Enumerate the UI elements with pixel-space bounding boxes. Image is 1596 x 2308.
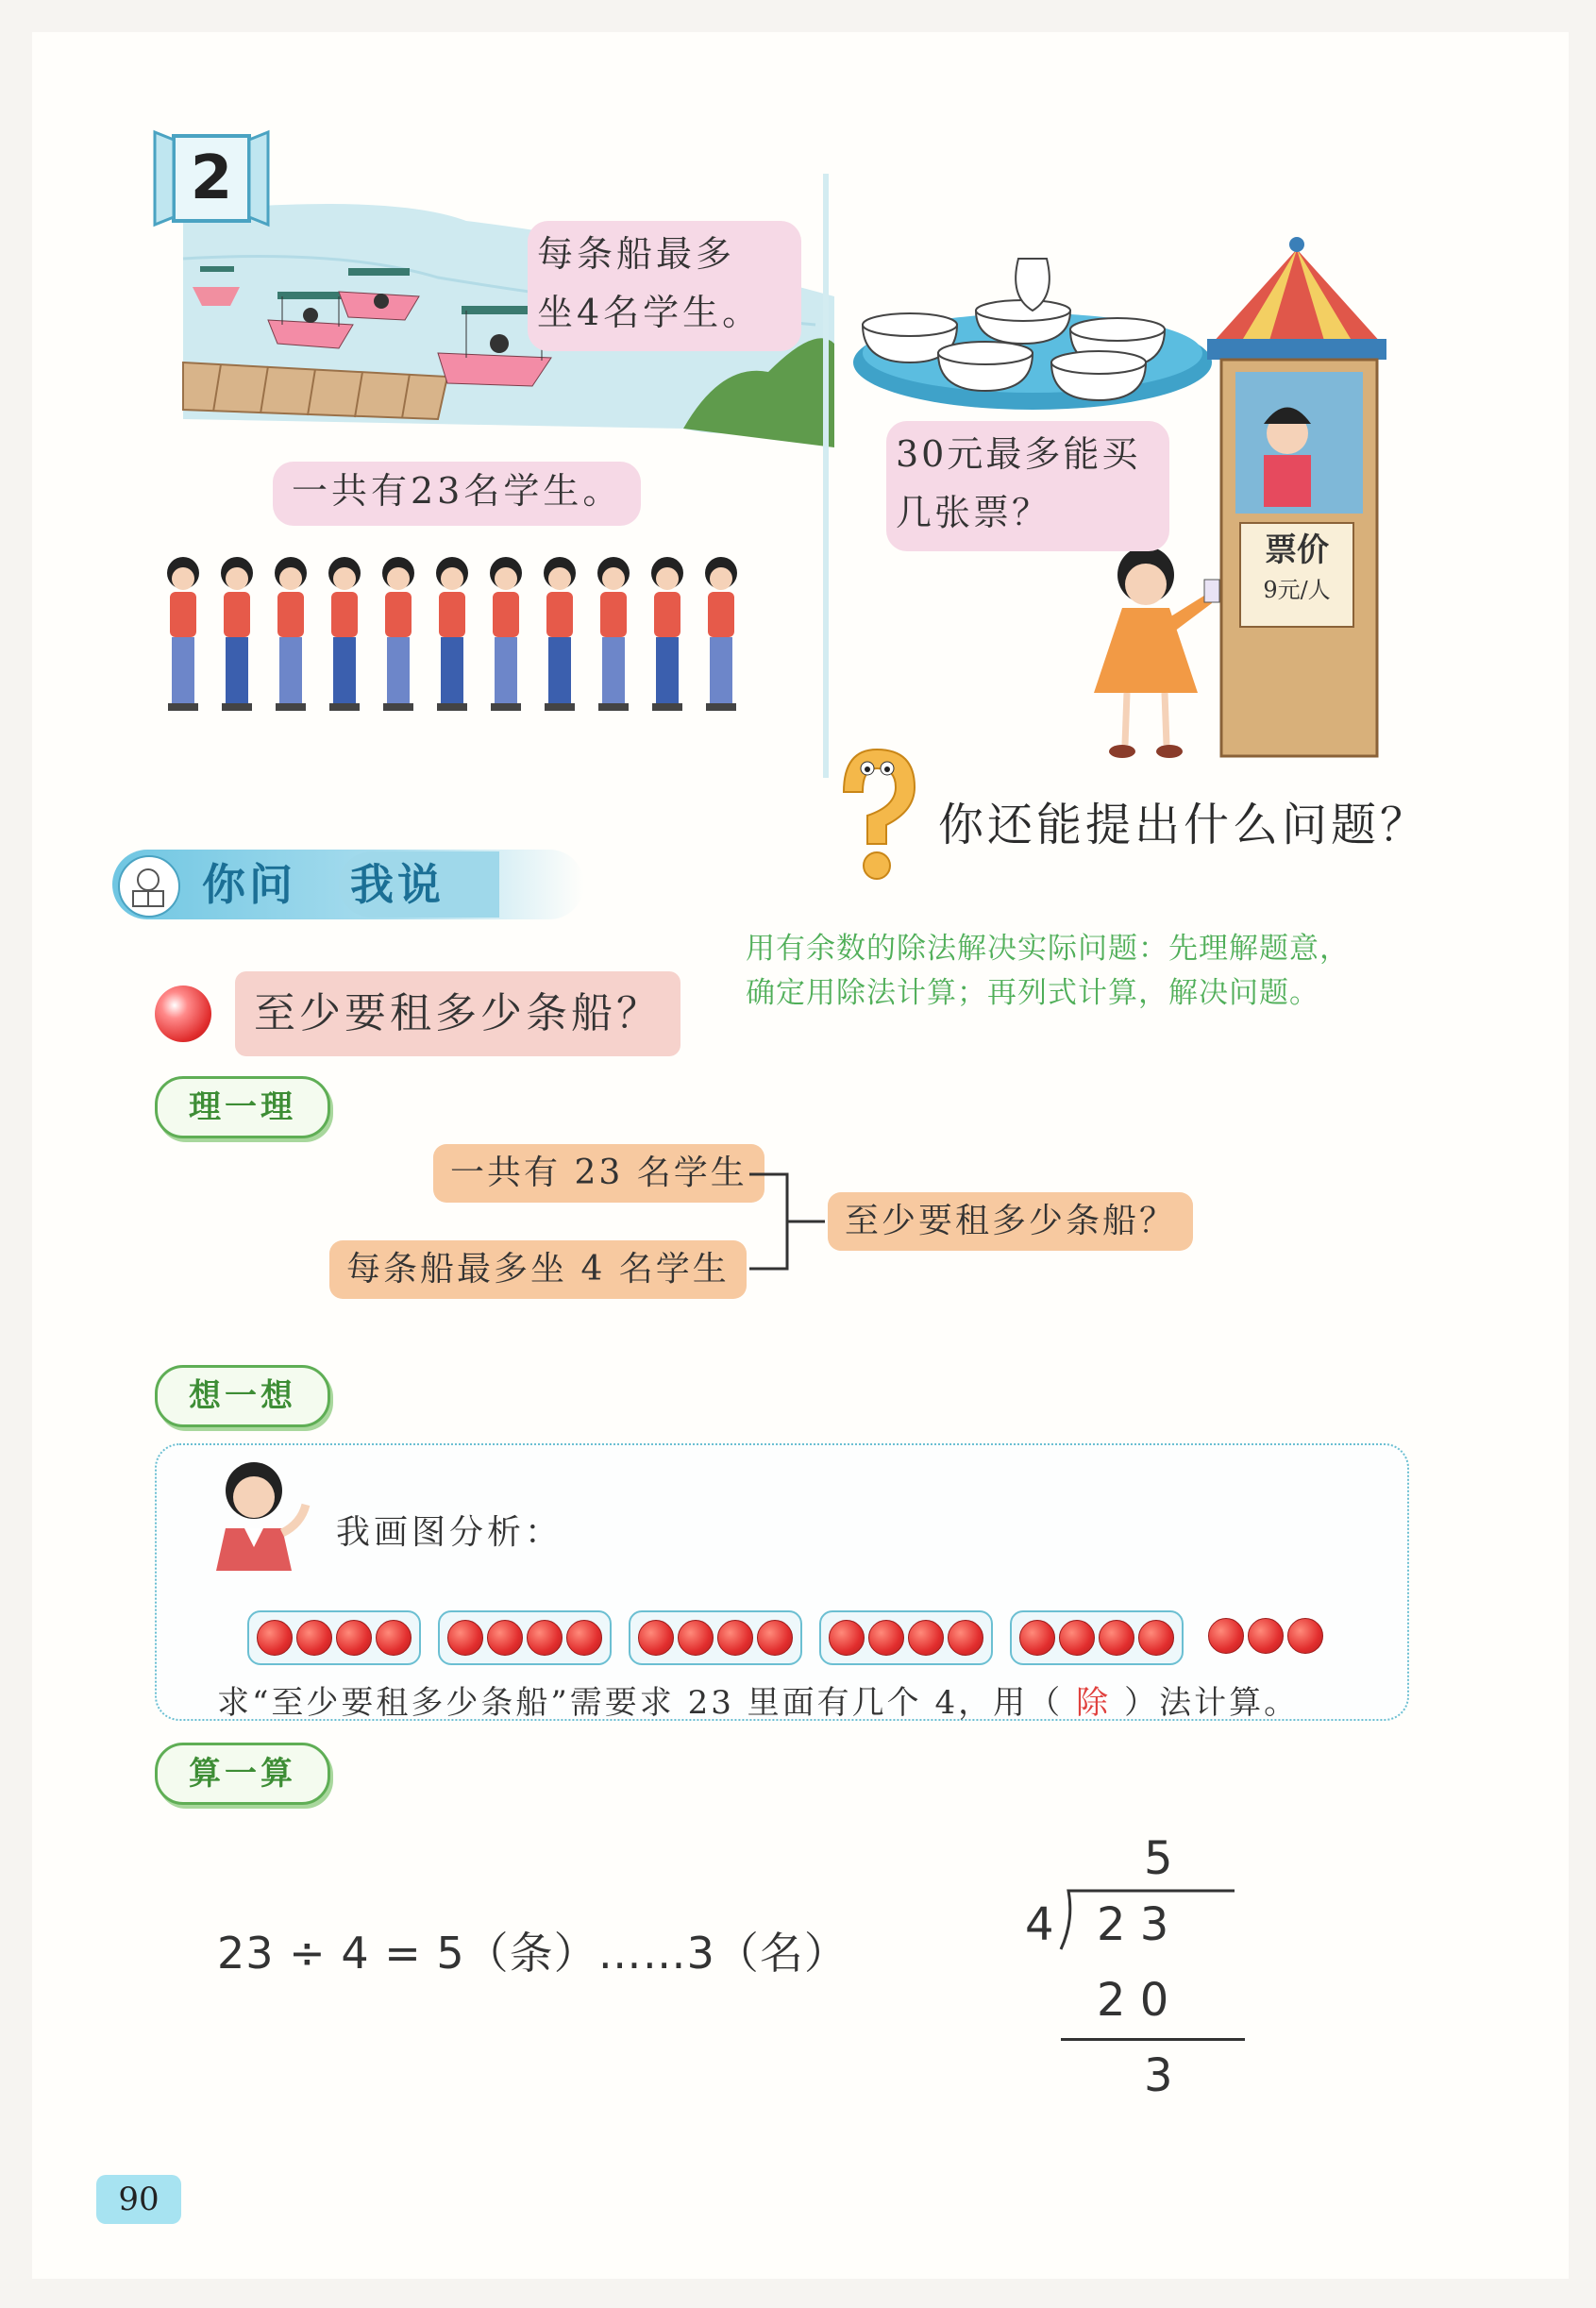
red-dot: [868, 1620, 904, 1656]
red-dot: [908, 1620, 944, 1656]
dividend: 2 3: [1097, 1898, 1169, 1951]
divisor: 4: [1025, 1898, 1054, 1951]
tag-think: 想一想: [155, 1365, 330, 1427]
page-number: 90: [118, 2181, 160, 2218]
student-figure: [597, 557, 630, 711]
dot-group: [819, 1610, 993, 1665]
red-dot: [336, 1620, 372, 1656]
subtraction-line: [1061, 2038, 1245, 2041]
ticket-sign-price: 9元/人: [1263, 577, 1331, 603]
red-dot: [638, 1620, 674, 1656]
tag-calculate: 算一算: [155, 1743, 330, 1805]
dot-group: [247, 1610, 421, 1665]
red-dot: [1208, 1618, 1244, 1654]
textbook-page: [32, 32, 1569, 2279]
student-figure: [544, 557, 576, 711]
ticket-question-bubble: 30元最多能买 几张票？: [886, 421, 1169, 551]
red-dot: [1099, 1620, 1134, 1656]
girl-avatar: [211, 1457, 315, 1571]
students-line: [155, 547, 759, 726]
ticket-sign-title: 票价: [1265, 531, 1329, 569]
dot-group: [1010, 1610, 1184, 1665]
total-students-bubble: 一共有23名学生。: [273, 462, 641, 526]
red-dot: [376, 1620, 412, 1656]
red-dot: [1138, 1620, 1174, 1656]
red-dot: [257, 1620, 293, 1656]
dot-group: [438, 1610, 612, 1665]
given-total-box: 一共有 23 名学生: [433, 1144, 764, 1203]
red-dot: [757, 1620, 793, 1656]
teacher-note: 用有余数的除法解决实际问题：先理解题意， 确定用除法计算；再列式计算，解决问题。: [746, 932, 1350, 1010]
think-sentence: 求“至少要租多少条船”需要求 23 里面有几个 4，用（ 除 ）法计算。: [217, 1684, 1300, 1722]
question-mark-icon: [825, 745, 929, 886]
student-figure: [436, 557, 468, 711]
more-questions-prompt: 你还能提出什么问题？: [938, 799, 1430, 851]
dot-group: [629, 1610, 802, 1665]
student-figure: [221, 557, 253, 711]
red-dot: [487, 1620, 523, 1656]
red-dot: [566, 1620, 602, 1656]
student-figure: [328, 557, 361, 711]
ticket-price-sign: [1240, 528, 1353, 607]
red-dot: [948, 1620, 983, 1656]
section-title-say: 我说: [339, 851, 499, 918]
tag-organize: 理一理: [155, 1076, 330, 1138]
dot-group: [1201, 1610, 1331, 1661]
red-dot: [296, 1620, 332, 1656]
section-title-ask: 你问: [202, 859, 296, 910]
red-dot: [1019, 1620, 1055, 1656]
red-ball-icon: [155, 986, 211, 1042]
student-figure: [275, 557, 307, 711]
red-dot: [717, 1620, 753, 1656]
student-figure: [382, 557, 414, 711]
long-division: [985, 1830, 1268, 2114]
question-box: [235, 971, 680, 1056]
red-dot: [678, 1620, 714, 1656]
page-number-badge: [96, 2175, 181, 2224]
problem-number-badge: [145, 126, 277, 230]
red-dot: [1287, 1618, 1323, 1654]
scene-divider: [823, 174, 829, 778]
students-illustration: [155, 547, 759, 726]
answer-fill: 除: [1076, 1684, 1112, 1722]
red-dot: [1059, 1620, 1095, 1656]
red-dot: [447, 1620, 483, 1656]
target-question-box: 至少要租多少条船？: [828, 1192, 1193, 1251]
section-banner: [112, 850, 584, 919]
remainder: 3: [1144, 2049, 1173, 2102]
capacity-bubble: 每条船最多 坐4名学生。: [528, 221, 801, 351]
red-dot: [1248, 1618, 1284, 1654]
red-dot: [527, 1620, 563, 1656]
red-dot: [829, 1620, 865, 1656]
division-equation: 23 ÷ 4 = 5（条）……3（名）: [217, 1928, 848, 1979]
given-capacity-box: 每条船最多坐 4 名学生: [329, 1240, 747, 1299]
student-figure: [651, 557, 683, 711]
product: 2 0: [1097, 1974, 1169, 2027]
girl-speech: 我画图分析：: [336, 1513, 563, 1552]
question-text: 至少要租多少条船？: [254, 989, 662, 1037]
reading-child-icon: [118, 855, 180, 918]
student-figure: [490, 557, 522, 711]
student-figure: [705, 557, 737, 711]
problem-number: 2: [190, 143, 233, 213]
student-figure: [167, 557, 199, 711]
quotient: 5: [1144, 1832, 1173, 1885]
